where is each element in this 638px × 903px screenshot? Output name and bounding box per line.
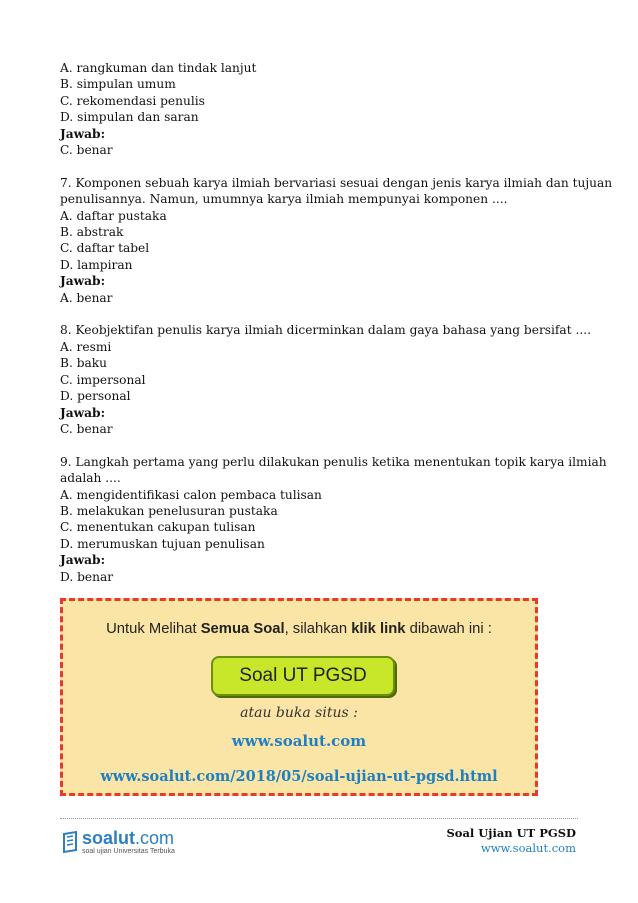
text-line: A. mengidentifikasi calon pembaca tulisan [60,487,322,502]
text-line: A. rangkuman dan tindak lanjut [60,61,257,75]
text-line: 8. Keobjektifan penulis karya ilmiah dicerminkan dalam gaya bahasa yang bersifat .... [60,323,591,338]
question-list [60,60,613,585]
logo-text: soalut.com [82,828,175,848]
answer-label: Jawab: [60,126,106,141]
blank-line [60,158,580,174]
alt-instruction: atau buka situs : [240,705,358,721]
text-line: D. benar [60,569,114,584]
promo-box [60,598,538,796]
page-link[interactable]: www.soalut.com/2018/05/soal-ujian-ut-pgsd.html [100,768,498,785]
text-line: D. personal [60,389,131,404]
text-line: D. merumuskan tujuan penulisan [60,536,265,551]
text-line: C. benar [60,143,113,158]
logo-tagline: soal ujian Universitas Terbuka [82,848,175,855]
footer-title: Soal Ujian UT PGSD [446,826,576,840]
text-line: C. daftar tabel [60,241,150,256]
book-icon [62,830,80,854]
text-line: B. simpulan umum [60,77,176,92]
soalut-logo [62,828,182,858]
text-line: A. resmi [60,339,112,354]
blank-line [60,306,580,322]
footer-info [446,826,576,856]
soal-ut-pgsd-button[interactable]: Soal UT PGSD [211,656,395,696]
promo-instruction: Untuk Melihat Semua Soal, silahkan klik link dibawah ini : [106,621,492,637]
text-line: B. melakukan penelusuran pustaka [60,503,278,518]
text-line: penulisannya. Namun, umumnya karya ilmiah mempunyai komponen .... [60,192,508,207]
footer-divider [60,818,578,819]
text-line: B. abstrak [60,225,124,240]
text-line: D. simpulan dan saran [60,110,199,125]
text-line: A. daftar pustaka [60,208,167,223]
answer-label: Jawab: [60,274,106,289]
answer-label: Jawab: [60,405,106,420]
blank-line [60,437,580,453]
answer-label: Jawab: [60,553,106,568]
footer-url[interactable]: www.soalut.com [480,841,576,855]
text-line: 7. Komponen sebuah karya ilmiah bervariasi sesuai dengan jenis karya ilmiah dan tujuan [60,175,613,190]
text-line: 9. Langkah pertama yang perlu dilakukan penulis ketika menentukan topik karya ilmiah [60,454,607,469]
text-line: C. impersonal [60,372,146,387]
text-line: D. lampiran [60,257,133,272]
text-line: C. benar [60,421,113,436]
site-link[interactable]: www.soalut.com [231,732,367,750]
text-line: A. benar [60,290,113,305]
text-line: C. menentukan cakupan tulisan [60,520,256,535]
text-line: C. rekomendasi penulis [60,93,205,108]
text-line: B. baku [60,356,108,371]
text-line: adalah .... [60,471,121,486]
